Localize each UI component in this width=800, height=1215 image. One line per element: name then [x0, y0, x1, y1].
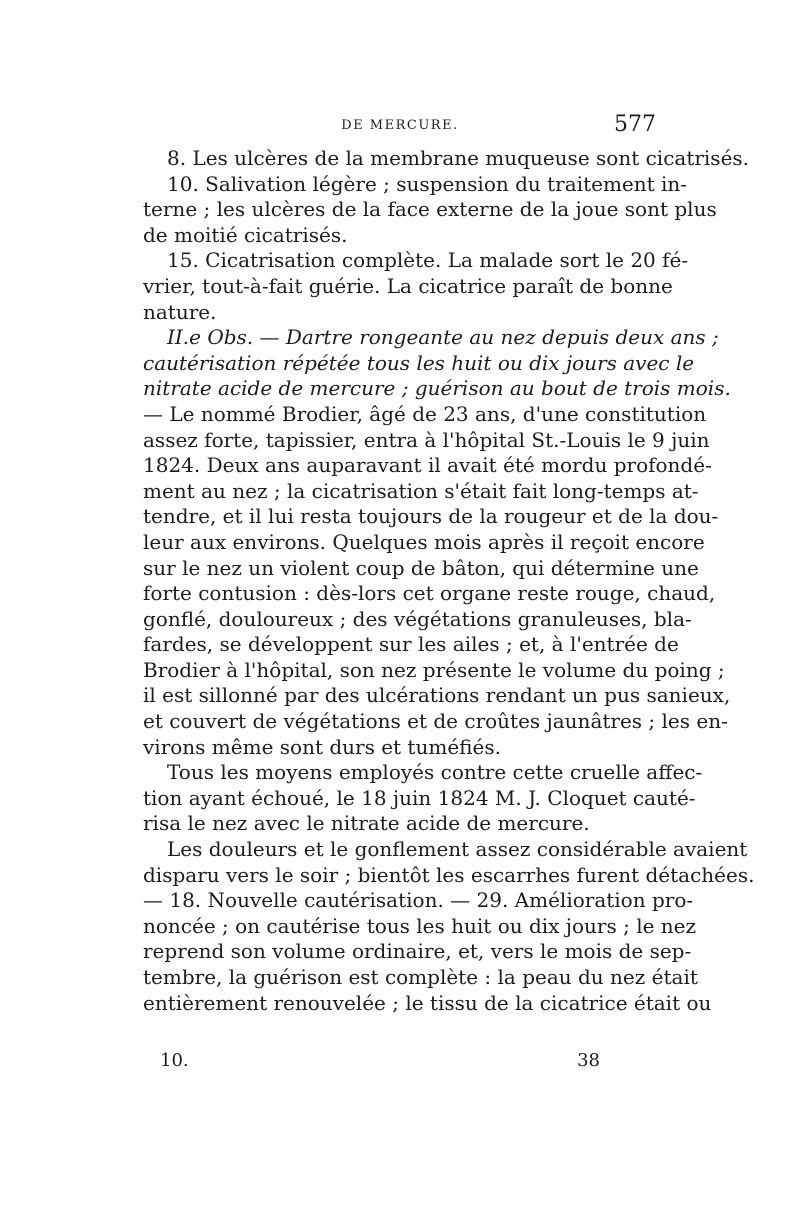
text-line: Tous les moyens employés contre cette cruelle affec-: [167, 760, 703, 785]
text-line: Brodier à l'hôpital, son nez présente le volume du poing ;: [143, 657, 725, 682]
text-line: noncée ; on cautérise tous les huit ou dix jours ; le nez: [143, 913, 697, 938]
text-line: Les douleurs et le gonflement assez considérable avaient: [167, 837, 748, 862]
text-line: tendre, et il lui resta toujours de la rougeur et de la dou-: [143, 504, 719, 529]
observation-heading: II.e Obs. — Dartre rongeante au nez depuis deux ans ;: [167, 325, 719, 350]
text-line: fardes, se développent sur les ailes ; et, à l'entrée de: [143, 632, 679, 657]
text-line: forte contusion : dès-lors cet organe reste rouge, chaud,: [143, 581, 716, 606]
text-line: nature.: [143, 299, 217, 324]
page-number: 577: [614, 112, 656, 137]
text-line: entièrement renouvelée ; le tissu de la cicatrice était ou: [143, 990, 712, 1015]
text-line: virons même sont durs et tuméfiés.: [143, 734, 501, 759]
text-line: et couvert de végétations et de croûtes jaunâtres ; les en-: [143, 709, 728, 734]
text-line: vrier, tout-à-fait guérie. La cicatrice paraît de bonne: [143, 273, 673, 298]
observation-summary-line: cautérisation répétée tous les huit ou dix jours avec le: [143, 350, 695, 375]
running-title: DE MERCURE.: [341, 118, 459, 133]
text-line: 10. Salivation légère ; suspension du traitement in-: [167, 171, 688, 196]
text-line: — Le nommé Brodier, âgé de 23 ans, d'une constitution: [143, 401, 707, 426]
text-line: disparu vers le soir ; bientôt les escarrhes furent détachées.: [143, 862, 755, 887]
signature-mark: 10.: [160, 1050, 189, 1071]
folio-number: 38: [577, 1050, 600, 1071]
text-line: il est sillonné par des ulcérations rendant un pus sanieux,: [143, 683, 731, 708]
page-footer: [160, 1050, 600, 1080]
text-line: 15. Cicatrisation complète. La malade sort le 20 fé-: [167, 248, 689, 273]
text-line: de moitié cicatrisés.: [143, 222, 348, 247]
text-line: tembre, la guérison est complète : la peau du nez était: [143, 965, 698, 989]
text-line: — 18. Nouvelle cautérisation. — 29. Amélioration pro-: [143, 888, 694, 913]
text-line: sur le nez un violent coup de bâton, qui détermine une: [143, 555, 699, 580]
text-line: ment au nez ; la cicatrisation s'était fait long-temps at-: [143, 478, 699, 503]
text-line: assez forte, tapissier, entra à l'hôpital St.-Louis le 9 juin: [143, 427, 710, 452]
text-line: terne ; les ulcères de la face externe de la joue sont plus: [143, 197, 717, 222]
text-line: leur aux environs. Quelques mois après il reçoit encore: [143, 529, 705, 554]
running-head: [144, 112, 656, 142]
text-line: gonflé, douloureux ; des végétations granuleuses, bla-: [143, 606, 692, 631]
observation-summary-line: nitrate acide de mercure ; guérison au bout de trois mois.: [143, 376, 731, 401]
body-text: [143, 146, 755, 1016]
text-line: risa le nez avec le nitrate acide de mercure.: [143, 811, 590, 836]
text-line: 1824. Deux ans auparavant il avait été mordu profondé-: [143, 453, 712, 478]
text-line: reprend son volume ordinaire, et, vers le mois de sep-: [143, 939, 692, 964]
text-line: tion ayant échoué, le 18 juin 1824 M. J. Cloquet cauté-: [143, 785, 696, 810]
text-line: 8. Les ulcères de la membrane muqueuse sont cicatrisés.: [167, 146, 750, 170]
